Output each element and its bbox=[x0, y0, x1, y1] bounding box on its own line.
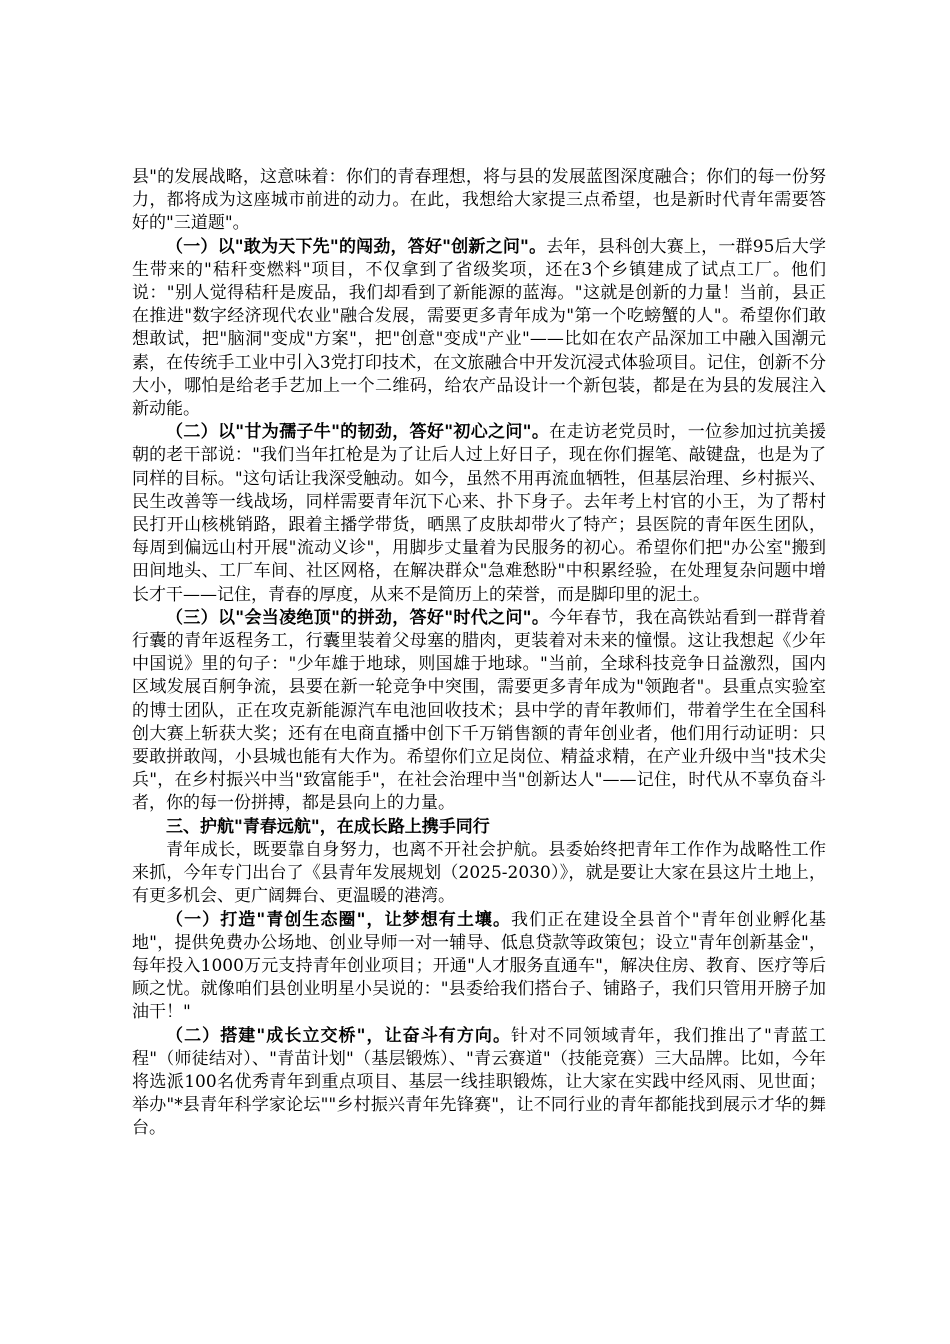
section-heading-3 bbox=[132, 816, 826, 839]
paragraph-innovation bbox=[132, 236, 826, 422]
paragraph-growth-bridge bbox=[132, 1025, 826, 1141]
section-heading-text: 三、护航"青春远航"，在成长路上携手同行 bbox=[166, 816, 490, 837]
document-body bbox=[132, 166, 826, 1141]
paragraph-original-aspiration bbox=[132, 421, 826, 607]
paragraph-text: 我们正在建设全县首个"青年创业孵化基地"，提供免费办公场地、创业导师一对一辅导、低息贷款等政策包；设立"青年创新基金"，每年投入1000万元支持青年创业项目；开通"人才服务直通车"，解决住房、教育、医疗等后顾之忧。就像咱们县创业明星小吴说的："县委给我们搭台子、铺路子，我们只管用开膀子加油干！" bbox=[132, 909, 826, 1023]
paragraph-lead: （二）搭建"成长立交桥"，让奋斗有方向。 bbox=[166, 1025, 512, 1046]
paragraph-lead: （一）以"敢为天下先"的闯劲，答好"创新之问"。 bbox=[166, 236, 547, 257]
paragraph-section-intro bbox=[132, 839, 826, 909]
paragraph-intro-continuation bbox=[132, 166, 826, 236]
paragraph-lead: （三）以"会当凌绝顶"的拼劲，答好"时代之问"。 bbox=[166, 607, 550, 628]
paragraph-ecosystem bbox=[132, 909, 826, 1025]
paragraph-text: 青年成长，既要靠自身努力，也离不开社会护航。县委始终把青年工作作为战略性工作来抓，今年专门出台了《县青年发展规划（2025-2030）》，就是要让大家在县这片土地上，有更多机会、更广阔舞台、更温暖的港湾。 bbox=[132, 839, 826, 907]
paragraph-text: 今年春节，我在高铁站看到一群背着行囊的青年返程务工，行囊里装着父母塞的腊肉，更装着对未来的憧憬。这让我想起《少年中国说》里的句子："少年雄于地球，则国雄于地球。"当前，全球科技竞争日益激烈，国内区域发展百舸争流，县要在新一轮竞争中突围，需要更多青年成为"领跑者"。县重点实验室的博士团队，正在攻克新能源汽车电池回收技术；县中学的青年教师们，带着学生在全国科创大赛上斩获大奖；还有在电商直播中创下千万销售额的青年创业者，他们用行动证明：只要敢拼敢闯，小县城也能有大作为。希望你们立足岗位、精益求精，在产业升级中当"技术尖兵"，在乡村振兴中当"致富能手"，在社会治理中当"创新达人"——记住，时代从不辜负奋斗者，你的每一份拼搏，都是县向上的力量。 bbox=[132, 607, 827, 814]
paragraph-text: 去年，县科创大赛上，一群95后大学生带来的"秸秆变燃料"项目，不仅拿到了省级奖项，还在3个乡镇建成了试点工厂。他们说："别人觉得秸秆是废品，我们却看到了新能源的蓝海。"这就是创新的力量！当前，县正在推进"数字经济现代农业"融合发展，需要更多青年成为"第一个吃螃蟹的人"。希望你们敢想敢试，把"脑洞"变成"方案"，把"创意"变成"产业"——比如在农产品深加工中融入国潮元素，在传统手工业中引入3党打印技术，在文旅融合中开发沉浸式体验项目。记住，创新不分大小，哪怕是给老手艺加上一个二维码，给农产品设计一个新包装，都是在为县的发展注入新动能。 bbox=[132, 236, 826, 420]
paragraph-text: 针对不同领域青年，我们推出了"青蓝工程"（师徒结对）、"青苗计划"（基层锻炼）、"青云赛道"（技能竞赛）三大品牌。比如，今年将选派100名优秀青年到重点项目、基层一线挂职锻炼，让大家在实践中经风雨、见世面；举办"*县青年科学家论坛""乡村振兴青年先锋赛"，让不同行业的青年都能找到展示才华的舞台。 bbox=[132, 1025, 826, 1139]
paragraph-text: 在走访老党员时，一位参加过抗美援朝的老干部说："我们当年扛枪是为了让后人过上好日子，现在你们握笔、敲键盘，也是为了同样的目标。"这句话让我深受触动。如今，虽然不用再流血牺牲，但基层治理、乡村振兴、民生改善等一线战场，同样需要青年沉下心来、扑下身子。去年考上村官的小王，为了帮村民打开山核桃销路，跟着主播学带货，晒黑了皮肤却带火了特产；县医院的青年医生团队，每周到偏远山村开展"流动义诊"，用脚步丈量着为民服务的初心。希望你们把"办公室"搬到田间地头、工厂车间、社区网格，在解决群众"急难愁盼"中积累经验，在处理复杂问题中增长才干——记住，青春的厚度，从来不是简历上的荣誉，而是脚印里的泥土。 bbox=[132, 422, 827, 605]
paragraph-era bbox=[132, 607, 826, 816]
paragraph-lead: （二）以"甘为孺子牛"的韧劲，答好"初心之问"。 bbox=[166, 422, 550, 443]
paragraph-lead: （一）打造"青创生态圈"，让梦想有土壤。 bbox=[166, 909, 512, 930]
paragraph-text: 县"的发展战略，这意味着：你们的青春理想，将与县的发展蓝图深度融合；你们的每一份努力，都将成为这座城市前进的动力。在此，我想给大家提三点希望，也是新时代青年需要答好的"三道题"。 bbox=[132, 167, 826, 234]
